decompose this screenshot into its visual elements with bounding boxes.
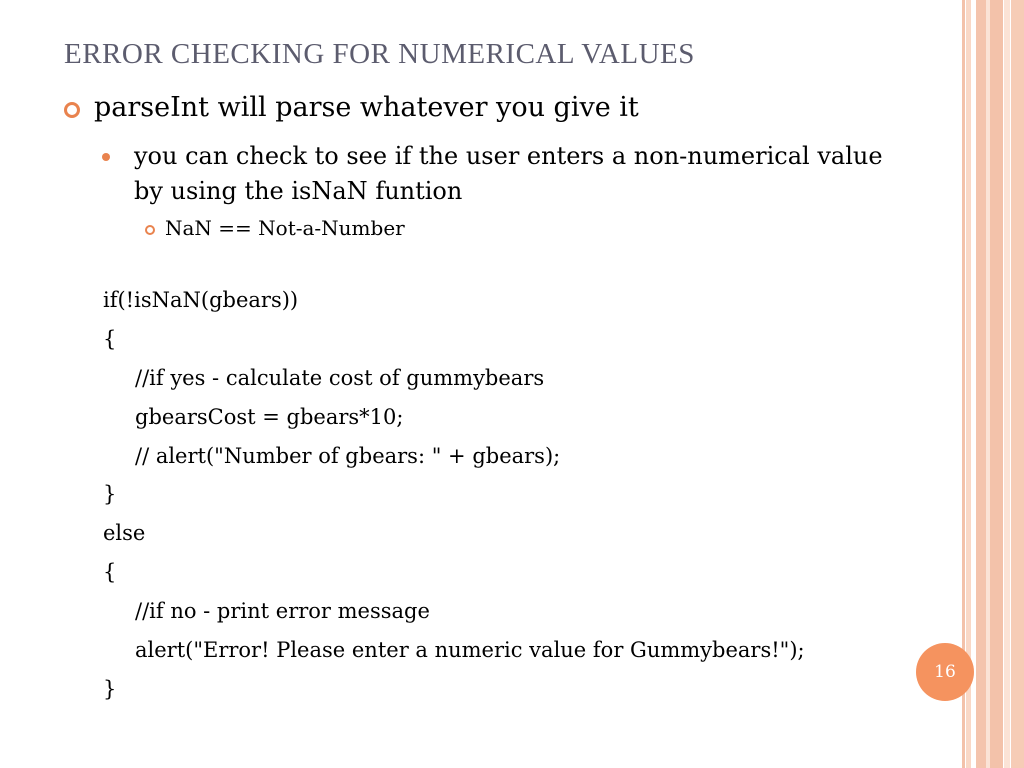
- bullet-level-2-text: you can check to see if the user enters a non-numerical value by using the isNaN funtion: [134, 142, 883, 205]
- code-line: {: [103, 560, 117, 584]
- dot-bullet-icon: [102, 153, 110, 161]
- code-line: //if no - print error message: [135, 599, 430, 623]
- decorative-stripe: [1011, 0, 1024, 768]
- code-line: else: [103, 521, 146, 545]
- slide-title: ERROR CHECKING FOR NUMERICAL VALUES: [64, 38, 695, 70]
- ring-bullet-icon: [145, 225, 155, 235]
- ring-bullet-icon: [64, 102, 80, 118]
- decorative-stripe: [990, 0, 1003, 768]
- bullet-level-3-text: NaN == Not-a-Number: [165, 216, 405, 240]
- bullet-level-1-text: parseInt will parse whatever you give it: [94, 92, 639, 123]
- code-line: //if yes - calculate cost of gummybears: [135, 366, 545, 390]
- code-line: {: [103, 327, 117, 351]
- code-line: alert("Error! Please enter a numeric value for Gummybears!");: [135, 638, 805, 662]
- decorative-stripe: [976, 0, 986, 768]
- page-number-badge: 16: [916, 643, 974, 701]
- code-line: gbearsCost = gbears*10;: [135, 405, 404, 429]
- code-line: }: [103, 482, 117, 506]
- code-line: if(!isNaN(gbears)): [103, 288, 299, 312]
- code-line: // alert("Number of gbears: " + gbears);: [135, 444, 561, 468]
- decorative-stripe: [1004, 0, 1010, 768]
- code-line: }: [103, 677, 117, 701]
